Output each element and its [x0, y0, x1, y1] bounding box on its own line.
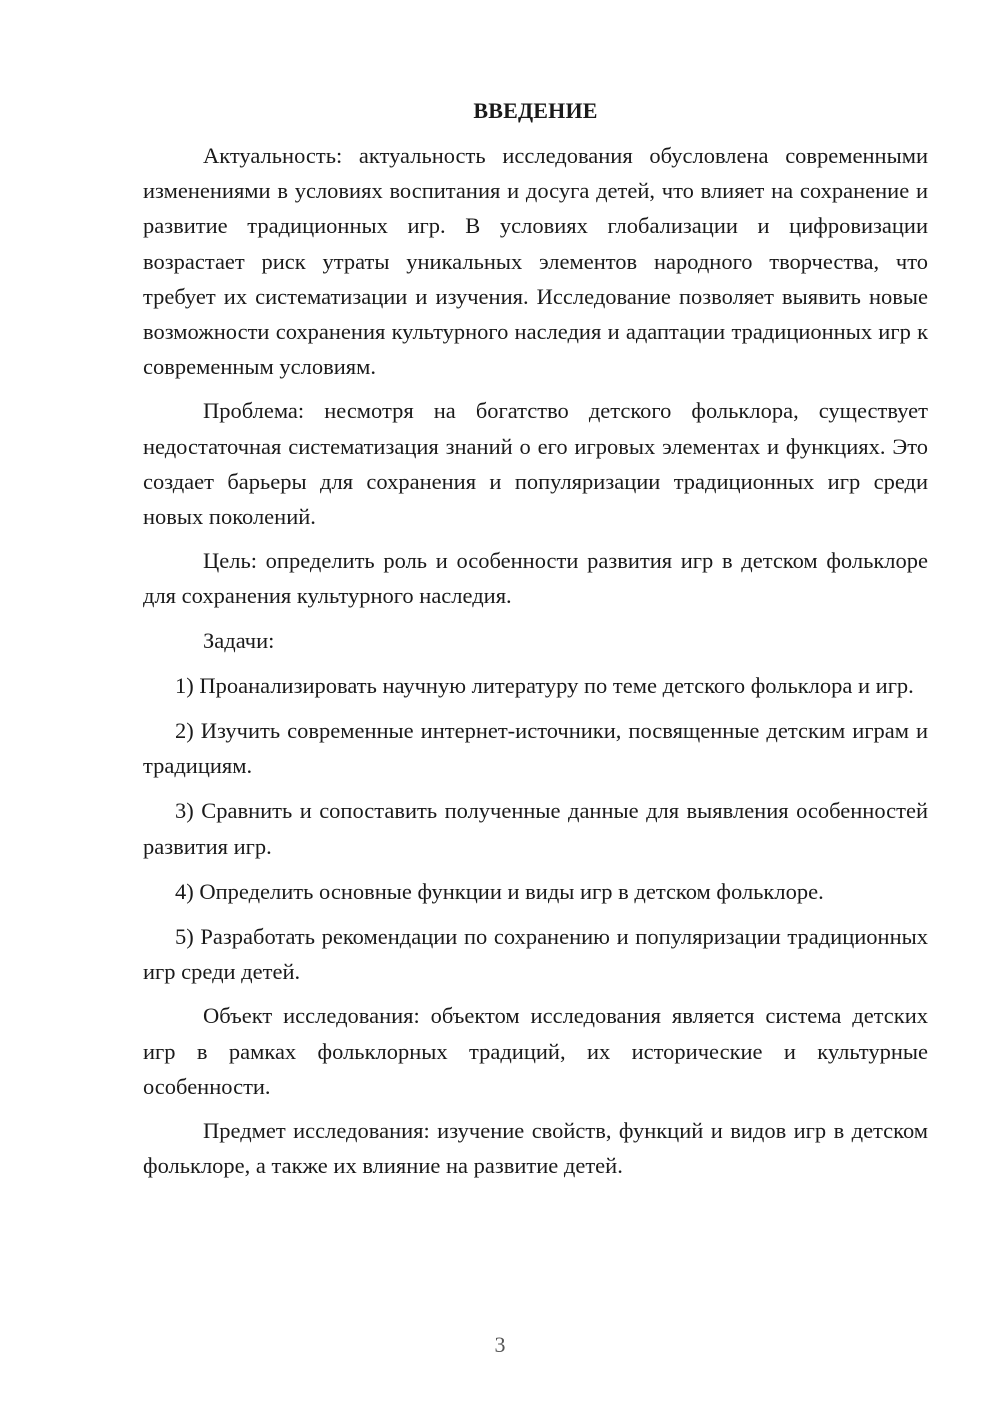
document-page	[143, 96, 928, 1183]
task-item: 4) Определить основные функции и виды игр в детском фольклоре.	[175, 878, 824, 904]
paragraph-relevance: Актуальность: актуальность исследования обусловлена современными изменениями в условиях воспитания и досуга детей, что влияет на сохранение и развитие традиционных игр. В условиях глобализации и цифровизации возрастает риск утраты уникальных элементов народного творчества, что требует их систематизации и изучения. Исследование позволяет выявить новые возможности сохранения культурного наследия и адаптации традиционных игр к современным условиям.	[143, 143, 928, 380]
paragraph-object: Объект исследования: объектом исследования является система детских игр в рамках фольклорных традиций, их исторические и культурные особенности.	[143, 1003, 928, 1099]
page-number: 3	[494, 1332, 506, 1357]
task-item: 3) Сравнить и сопоставить полученные данные для выявления особенностей развития игр.	[143, 798, 928, 859]
paragraph-problem: Проблема: несмотря на богатство детского фольклора, существует недостаточная систематизация знаний о его игровых элементах и функциях. Это создает барьеры для сохранения и популяризации традиционных игр среди новых поколений.	[143, 398, 928, 530]
tasks-heading: Задачи:	[203, 627, 275, 653]
paragraph-goal: Цель: определить роль и особенности развития игр в детском фольклоре для сохранения культурного наследия.	[143, 548, 928, 609]
task-item: 2) Изучить современные интернет-источники, посвященные детским играм и традициям.	[143, 718, 928, 779]
section-title: ВВЕДЕНИЕ	[473, 98, 598, 123]
task-item: 5) Разработать рекомендации по сохранению и популяризации традиционных игр среди детей.	[143, 924, 928, 985]
task-item: 1) Проанализировать научную литературу по теме детского фольклора и игр.	[175, 672, 914, 698]
paragraph-subject: Предмет исследования: изучение свойств, функций и видов игр в детском фольклоре, а также их влияние на развитие детей.	[143, 1118, 928, 1179]
